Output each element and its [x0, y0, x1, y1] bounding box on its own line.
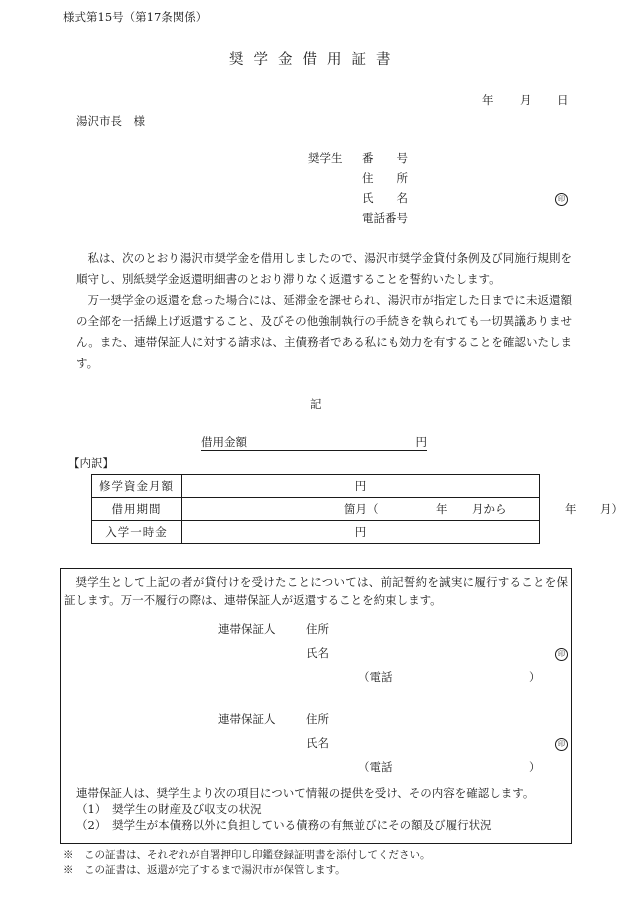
guarantor-1-name-label: 氏名 [306, 646, 329, 660]
pledge-paragraph-1: 私は、次のとおり湯沢市奨学金を借用しましたので、湯沢市奨学金貸付条例及び同施行規則を順守し、別紙奨学金返還明細書のとおり滞りなく返還することを誓約いたします。 [76, 251, 572, 286]
addressee: 湯沢市長 様 [76, 114, 145, 128]
guarantor-1-phone-close: ） [529, 670, 541, 684]
guarantor-consent: 連帯保証人は、奨学生より次の項目について情報の提供を受け、その内容を確認します。 [76, 786, 535, 800]
date-year-label: 年 [482, 93, 494, 107]
guarantor-1-phone-open: （電話 [358, 670, 393, 684]
loan-amount-label: 借用金額 [201, 435, 247, 449]
guarantor-1-seal-mark: 印 [555, 647, 568, 661]
guarantor-2-seal-mark: 印 [555, 737, 568, 751]
loan-amount-line [201, 437, 427, 451]
loan-period-cell [182, 498, 623, 521]
guarantor-2-phone-open: （電話 [358, 760, 393, 774]
guarantee-statement: 奨学生として上記の者が貸付けを受けたことについては、前記誓約を誠実に履行することを保証します。万一不履行の際は、連帯保証人が返還することを約束します。 [64, 575, 568, 607]
period-end-month: 月） [600, 502, 623, 516]
pledge-body [76, 248, 572, 374]
date-month-label: 月 [520, 93, 532, 107]
document-title: 奨学金借用証書 [229, 52, 401, 68]
form-number: 様式第15号（第17条関係） [63, 10, 208, 24]
loan-amount-unit: 円 [415, 435, 427, 449]
footnote-1: ※ この証書は、それぞれが自署押印し印鑑登録証明書を添付してください。 [63, 849, 431, 861]
consent-item-1: （1） 奨学生の財産及び収支の状況 [76, 802, 262, 816]
guarantor-2-label: 連帯保証人 [218, 712, 276, 726]
student-phone-label: 電話番号 [362, 211, 408, 225]
period-start-month: 月から [472, 502, 507, 516]
breakdown-table [91, 474, 623, 544]
monthly-amount-label: 修学資金月額 [92, 475, 182, 498]
table-row [92, 521, 540, 544]
period-end-year: 年 [565, 502, 577, 516]
ki-heading: 記 [310, 397, 322, 411]
period-months: 箇月（ [344, 502, 379, 516]
entrance-fund-label: 入学一時金 [92, 521, 182, 544]
loan-period-label: 借用期間 [92, 498, 182, 521]
guarantor-1-address-label: 住所 [306, 622, 329, 636]
student-name-label: 氏 名 [362, 191, 408, 205]
student-seal-mark: 印 [555, 192, 568, 206]
entrance-fund-unit: 円 [182, 521, 540, 544]
guarantee-box [60, 568, 572, 844]
monthly-amount-unit: 円 [182, 475, 540, 498]
guarantor-2-phone-close: ） [529, 760, 541, 774]
pledge-paragraph-2: 万一奨学金の返還を怠った場合には、延滞金を課せられ、湯沢市が指定した日までに未返還額の全部を一括繰上げ返還すること、及びその他強制執行の手続きを執られても一切異議ありません。また、連帯保証人に対する請求は、主債務者である私にも効力を有することを確認いたします。 [76, 293, 572, 370]
student-number-label: 番 号 [362, 151, 408, 165]
guarantor-1-label: 連帯保証人 [218, 622, 276, 636]
student-heading: 奨学生 [308, 151, 343, 165]
guarantor-2-address-label: 住所 [306, 712, 329, 726]
table-row [92, 475, 540, 498]
table-row [92, 498, 540, 521]
date-day-label: 日 [557, 93, 569, 107]
consent-item-2: （2） 奨学生が本債務以外に負担している債務の有無並びにその額及び履行状況 [76, 818, 492, 832]
breakdown-heading: 【内訳】 [68, 456, 114, 470]
footnote-2: ※ この証書は、返還が完了するまで湯沢市が保管します。 [63, 864, 346, 876]
student-address-label: 住 所 [362, 171, 408, 185]
guarantor-2-name-label: 氏名 [306, 736, 329, 750]
period-start-year: 年 [436, 502, 448, 516]
